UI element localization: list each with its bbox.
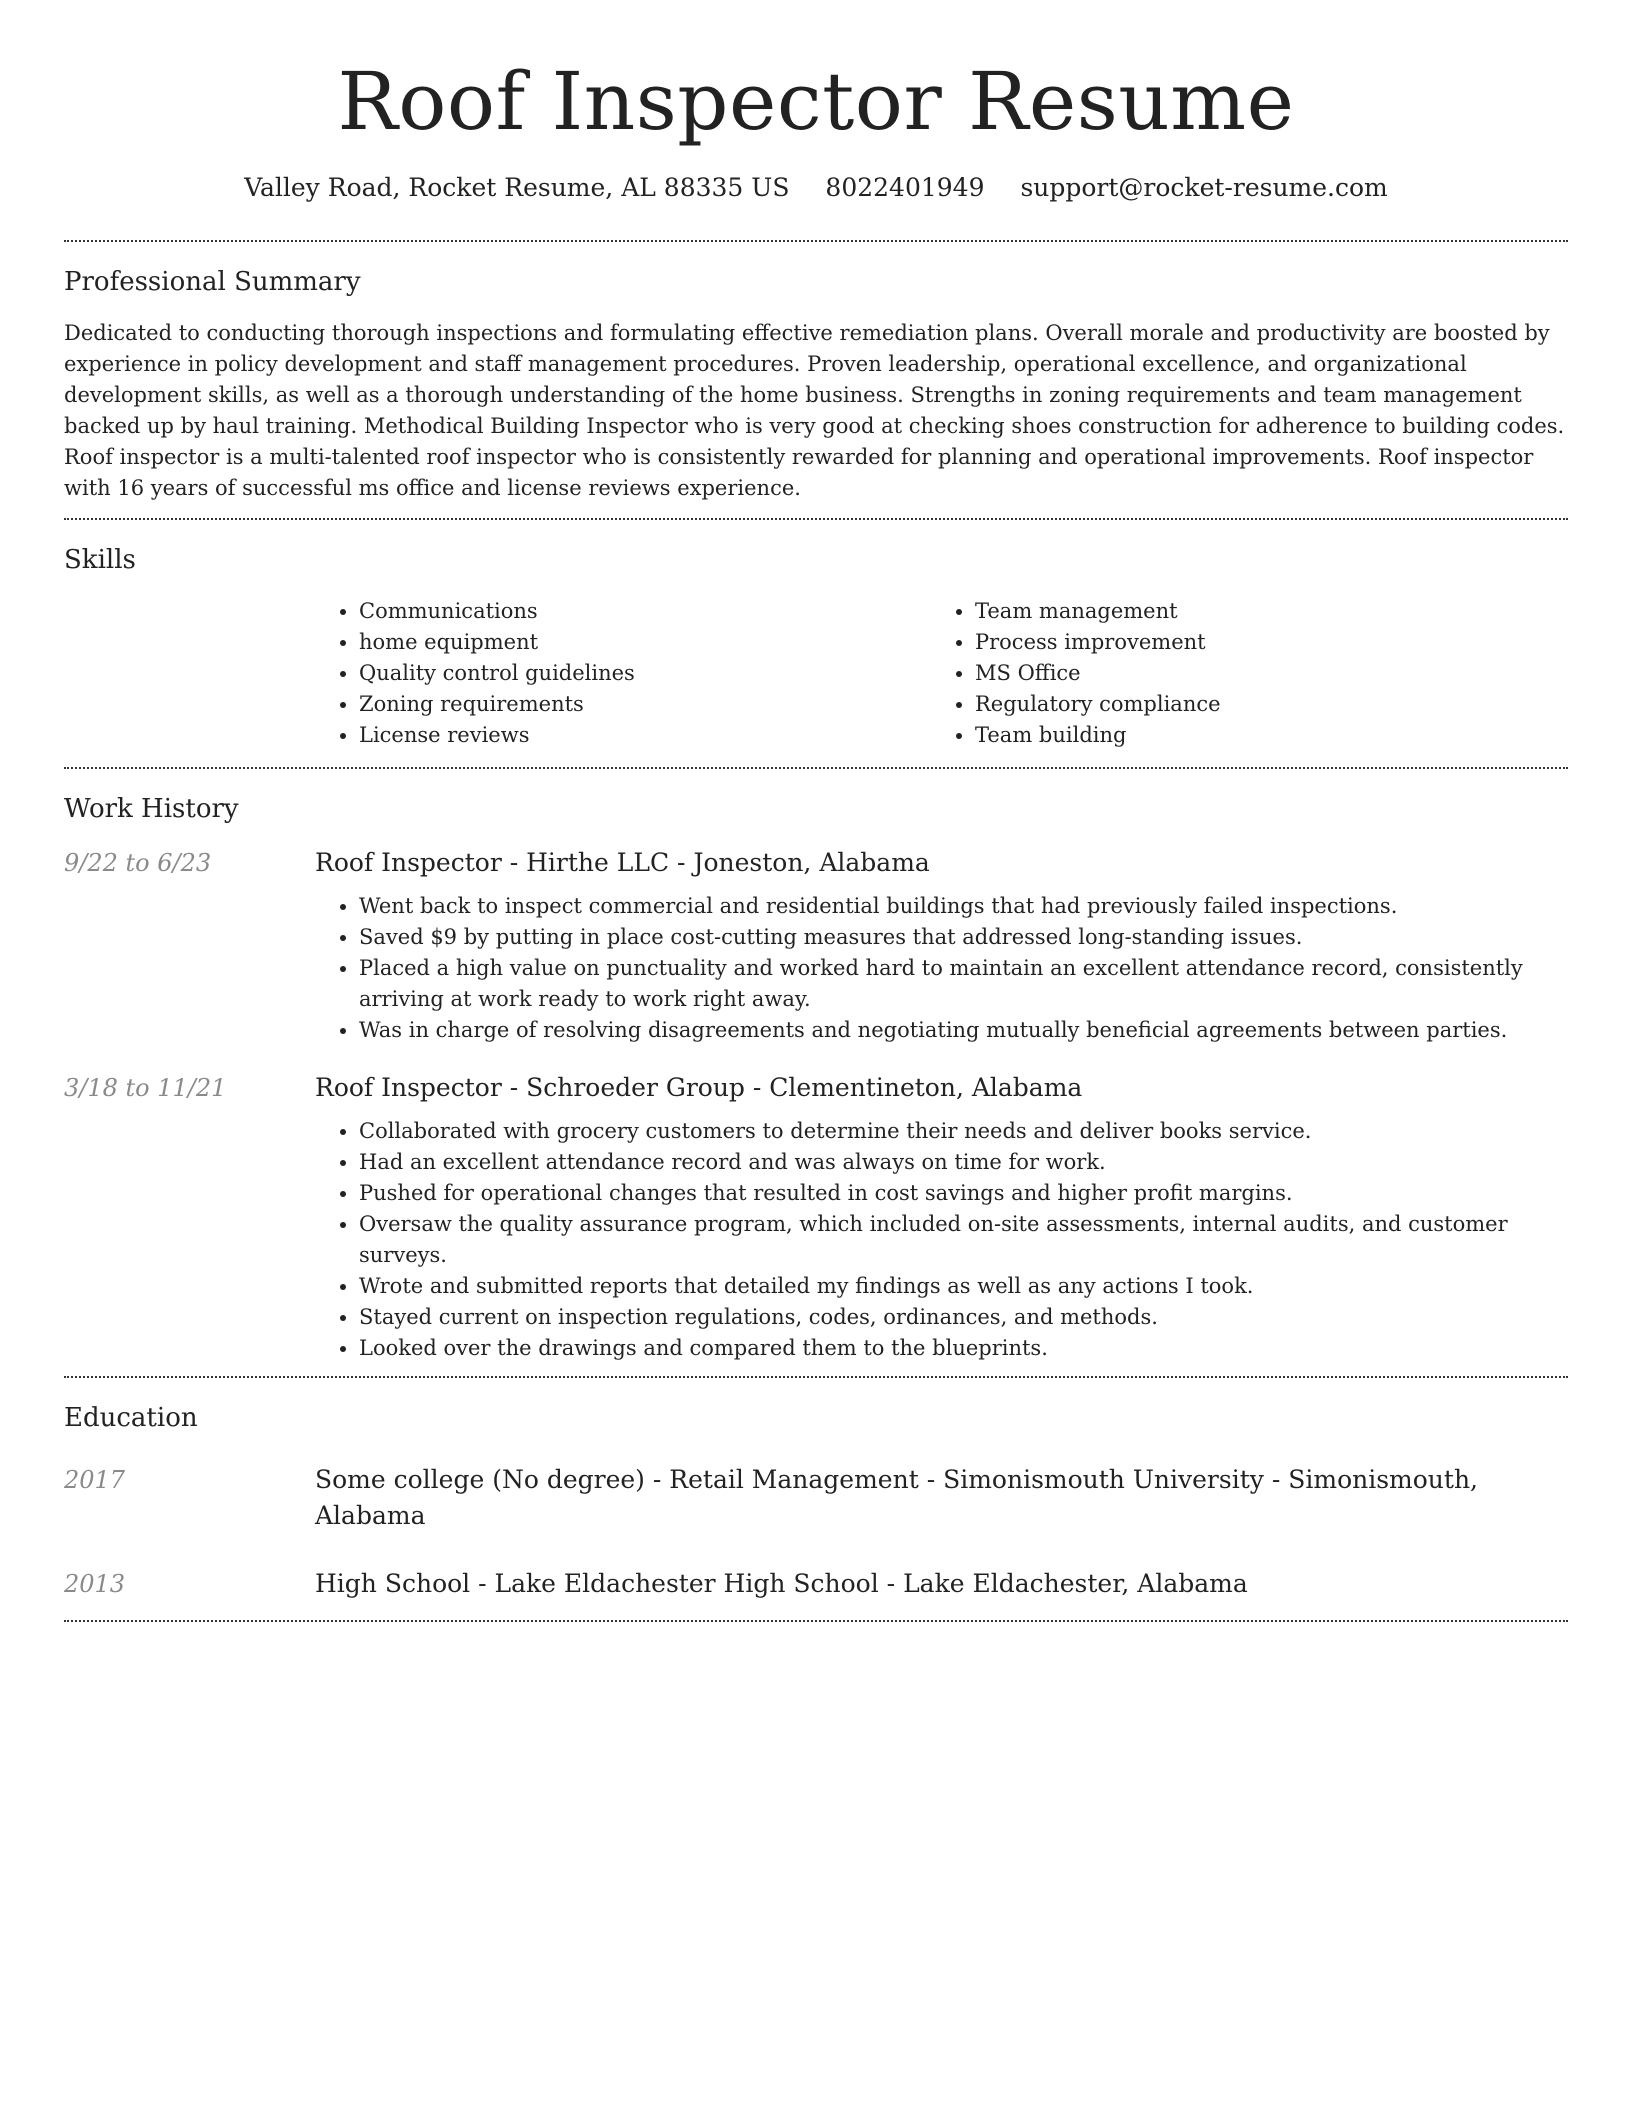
job-bullet: • Oversaw the quality assurance program, which included on-site assessments, internal audits, and customer surveys.	[359, 1209, 1568, 1271]
job-bullets	[315, 1116, 1568, 1364]
skills-list-left	[315, 596, 931, 751]
job-bullets	[315, 891, 1568, 1046]
skill-item: • Process improvement	[975, 627, 1547, 658]
section-title-skills: Skills	[64, 545, 136, 575]
skill-item: • MS Office	[975, 658, 1547, 689]
job-position: Roof Inspector	[315, 848, 502, 877]
heading-separator: -	[644, 1465, 670, 1494]
job-dates: 3/18 to 11/21	[64, 1074, 227, 1102]
section-title-work: Work History	[64, 794, 239, 824]
contact-address: Valley Road, Rocket Resume, AL 88335 US	[244, 173, 790, 202]
education-field: Retail Management	[669, 1465, 919, 1494]
job-heading	[315, 1070, 1082, 1106]
summary-text: Dedicated to conducting thorough inspections and formulating effective remediation plans. Overall morale and productivity are boosted by experience in policy development and staff management procedures. Proven leadership, operational excellence, and organizational development skills, as well as a thorough understanding of the home business. Strengths in zoning requirements and team management backed up by haul training. Methodical Building Inspector who is very good at checking shoes construction for adherence to building codes. Roof inspector is a multi-talented roof inspector who is consistently rewarded for planning and operational improvements. Roof inspector with 16 years of successful ms office and license reviews experience.	[64, 321, 1565, 500]
job-company: Hirthe LLC	[526, 848, 670, 877]
heading-separator: -	[669, 848, 694, 877]
skill-item: • Zoning requirements	[359, 689, 931, 720]
heading-separator: -	[470, 1569, 495, 1598]
skills-columns	[315, 596, 1568, 751]
education-year: 2017	[64, 1466, 126, 1494]
work-history-section	[64, 769, 1568, 1376]
heading-separator: -	[878, 1569, 904, 1598]
contact-phone: 8022401949	[825, 173, 985, 202]
job-bullet: • Was in charge of resolving disagreements and negotiating mutually beneficial agreements between parties.	[359, 1015, 1568, 1046]
skill-item: • Team management	[975, 596, 1547, 627]
divider	[64, 1620, 1568, 1622]
skill-item: • Communications	[359, 596, 931, 627]
education-year: 2013	[64, 1570, 126, 1598]
job-bullet: • Looked over the drawings and compared them to the blueprints.	[359, 1333, 1568, 1364]
education-entry	[64, 1566, 1568, 1602]
job-bullet: • Collaborated with grocery customers to determine their needs and deliver books service.	[359, 1116, 1568, 1147]
job-heading	[315, 845, 930, 881]
job-dates: 9/22 to 6/23	[64, 849, 212, 877]
education-entry	[64, 1462, 1568, 1534]
education-school: Lake Eldachester High School	[494, 1569, 879, 1598]
job-bullet: • Wrote and submitted reports that detailed my findings as well as any actions I took.	[359, 1271, 1568, 1302]
skill-item: • Team building	[975, 720, 1547, 751]
skill-item: • License reviews	[359, 720, 931, 751]
education-location: Simonismouth, Alabama	[315, 1465, 1478, 1530]
skill-item: • home equipment	[359, 627, 931, 658]
contact-email: support@rocket-resume.com	[1020, 173, 1388, 202]
contact-line	[64, 170, 1568, 206]
heading-separator: -	[1263, 1465, 1289, 1494]
job-location: Joneston, Alabama	[693, 848, 930, 877]
resume-page	[64, 0, 1568, 1622]
job-company: Schroeder Group	[526, 1073, 745, 1102]
job-entry	[64, 1070, 1568, 1364]
summary-section	[64, 242, 1568, 504]
heading-separator: -	[744, 1073, 770, 1102]
skill-item: • Quality control guidelines	[359, 658, 931, 689]
job-bullet: • Went back to inspect commercial and residential buildings that had previously failed inspections.	[359, 891, 1568, 922]
job-bullet: • Stayed current on inspection regulations, codes, ordinances, and methods.	[359, 1302, 1568, 1333]
section-title-education: Education	[64, 1403, 198, 1433]
resume-title: Roof Inspector Resume	[337, 55, 1295, 148]
heading-separator: -	[501, 1073, 527, 1102]
education-degree: High School	[315, 1569, 471, 1598]
job-bullet: • Had an excellent attendance record and was always on time for work.	[359, 1147, 1568, 1178]
section-title-summary: Professional Summary	[64, 267, 361, 297]
job-bullet: • Pushed for operational changes that resulted in cost savings and higher profit margins.	[359, 1178, 1568, 1209]
education-section	[64, 1378, 1568, 1620]
job-location: Clementineton, Alabama	[769, 1073, 1083, 1102]
heading-separator: -	[918, 1465, 944, 1494]
education-location: Lake Eldachester, Alabama	[903, 1569, 1248, 1598]
heading-separator: -	[501, 848, 527, 877]
job-entry	[64, 845, 1568, 1046]
education-heading	[315, 1566, 1248, 1602]
skill-item: • Regulatory compliance	[975, 689, 1547, 720]
job-bullet: • Saved $9 by putting in place cost-cutting measures that addressed long-standing issues.	[359, 922, 1568, 953]
education-heading	[315, 1462, 1568, 1534]
education-degree: Some college (No degree)	[315, 1465, 645, 1494]
job-bullet: • Placed a high value on punctuality and worked hard to maintain an excellent attendance record, consistently arriving at work ready to work right away.	[359, 953, 1568, 1015]
education-school: Simonismouth University	[943, 1465, 1264, 1494]
skills-list-right	[931, 596, 1547, 751]
skills-section	[64, 520, 1568, 751]
job-position: Roof Inspector	[315, 1073, 502, 1102]
